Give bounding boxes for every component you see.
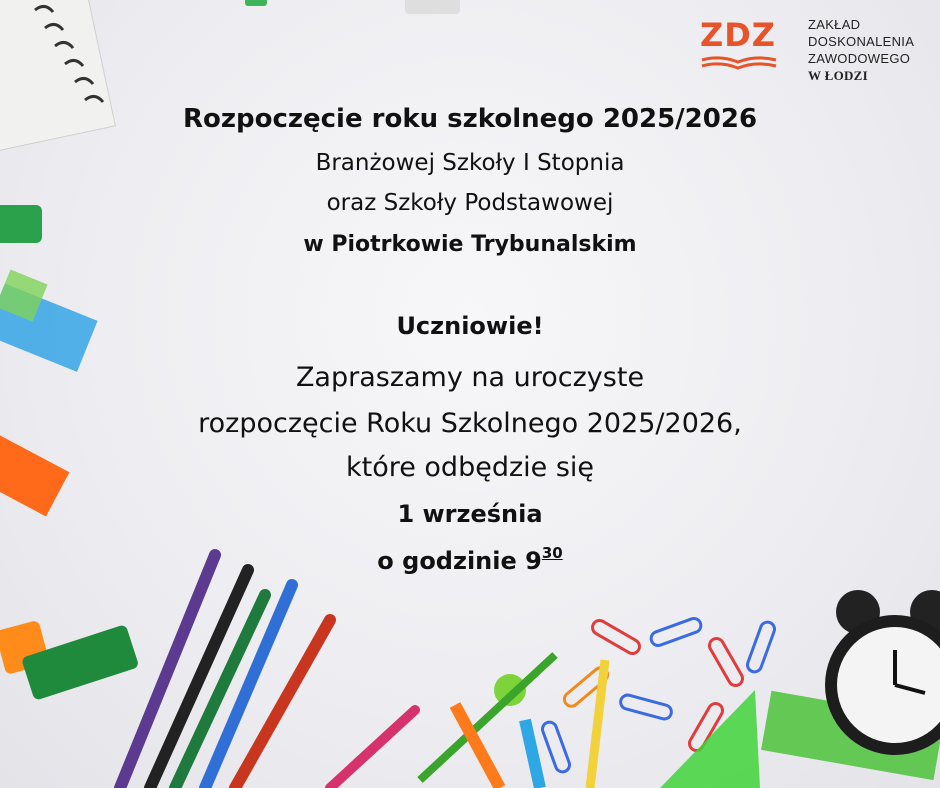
sharpener-icon: [0, 620, 50, 675]
zdz-logo: [700, 16, 932, 86]
event-time-minutes: 30: [541, 544, 563, 562]
eraser-top-icon: [405, 0, 460, 14]
logo-line-3: ZAWODOWEGO: [808, 51, 911, 66]
invite-line-2: rozpoczęcie Roku Szkolnego 2025/2026,: [198, 408, 742, 439]
alarm-clock-icon: [825, 590, 940, 755]
green-ruler-icon: [761, 691, 940, 780]
greeting: Uczniowie!: [396, 312, 544, 340]
logo-text: [808, 16, 914, 84]
invite-line-1: Zapraszamy na uroczyste: [295, 362, 645, 393]
logo-line-2: DOSKONALENIA: [808, 34, 915, 49]
invite-line-3: które odbędzie się: [345, 452, 595, 483]
school-line-2: oraz Szkoły Podstawowej: [326, 190, 614, 216]
school-line-1: Branżowej Szkoły I Stopnia: [315, 150, 625, 176]
event-time-hour: o godzinie 9: [377, 547, 542, 575]
poster-title: Rozpoczęcie roku szkolnego 2025/2026: [182, 104, 758, 134]
pencils-icon: [120, 555, 415, 788]
paper-clips-icon: [541, 617, 777, 774]
logo-line-1: ZAKŁAD: [808, 17, 861, 32]
green-marker-cap-icon: [245, 0, 267, 6]
logo-line-4: W ŁODZI: [808, 68, 869, 83]
triangle-ruler-icon: [660, 690, 760, 788]
school-location: w Piotrkowie Trybunalskim: [303, 232, 637, 257]
compass-icon: [420, 655, 555, 780]
logo-letters: ZDZ: [700, 16, 776, 54]
book-lines-icon: [700, 56, 778, 74]
blue-marker-icon: [525, 720, 540, 788]
event-time: [0, 544, 940, 575]
eraser-icon: [21, 624, 140, 701]
orange-marker-icon: [455, 705, 500, 788]
event-date: 1 września: [397, 500, 543, 528]
yellow-pencil-icon: [590, 660, 605, 788]
zdz-logo-mark: [700, 16, 780, 76]
